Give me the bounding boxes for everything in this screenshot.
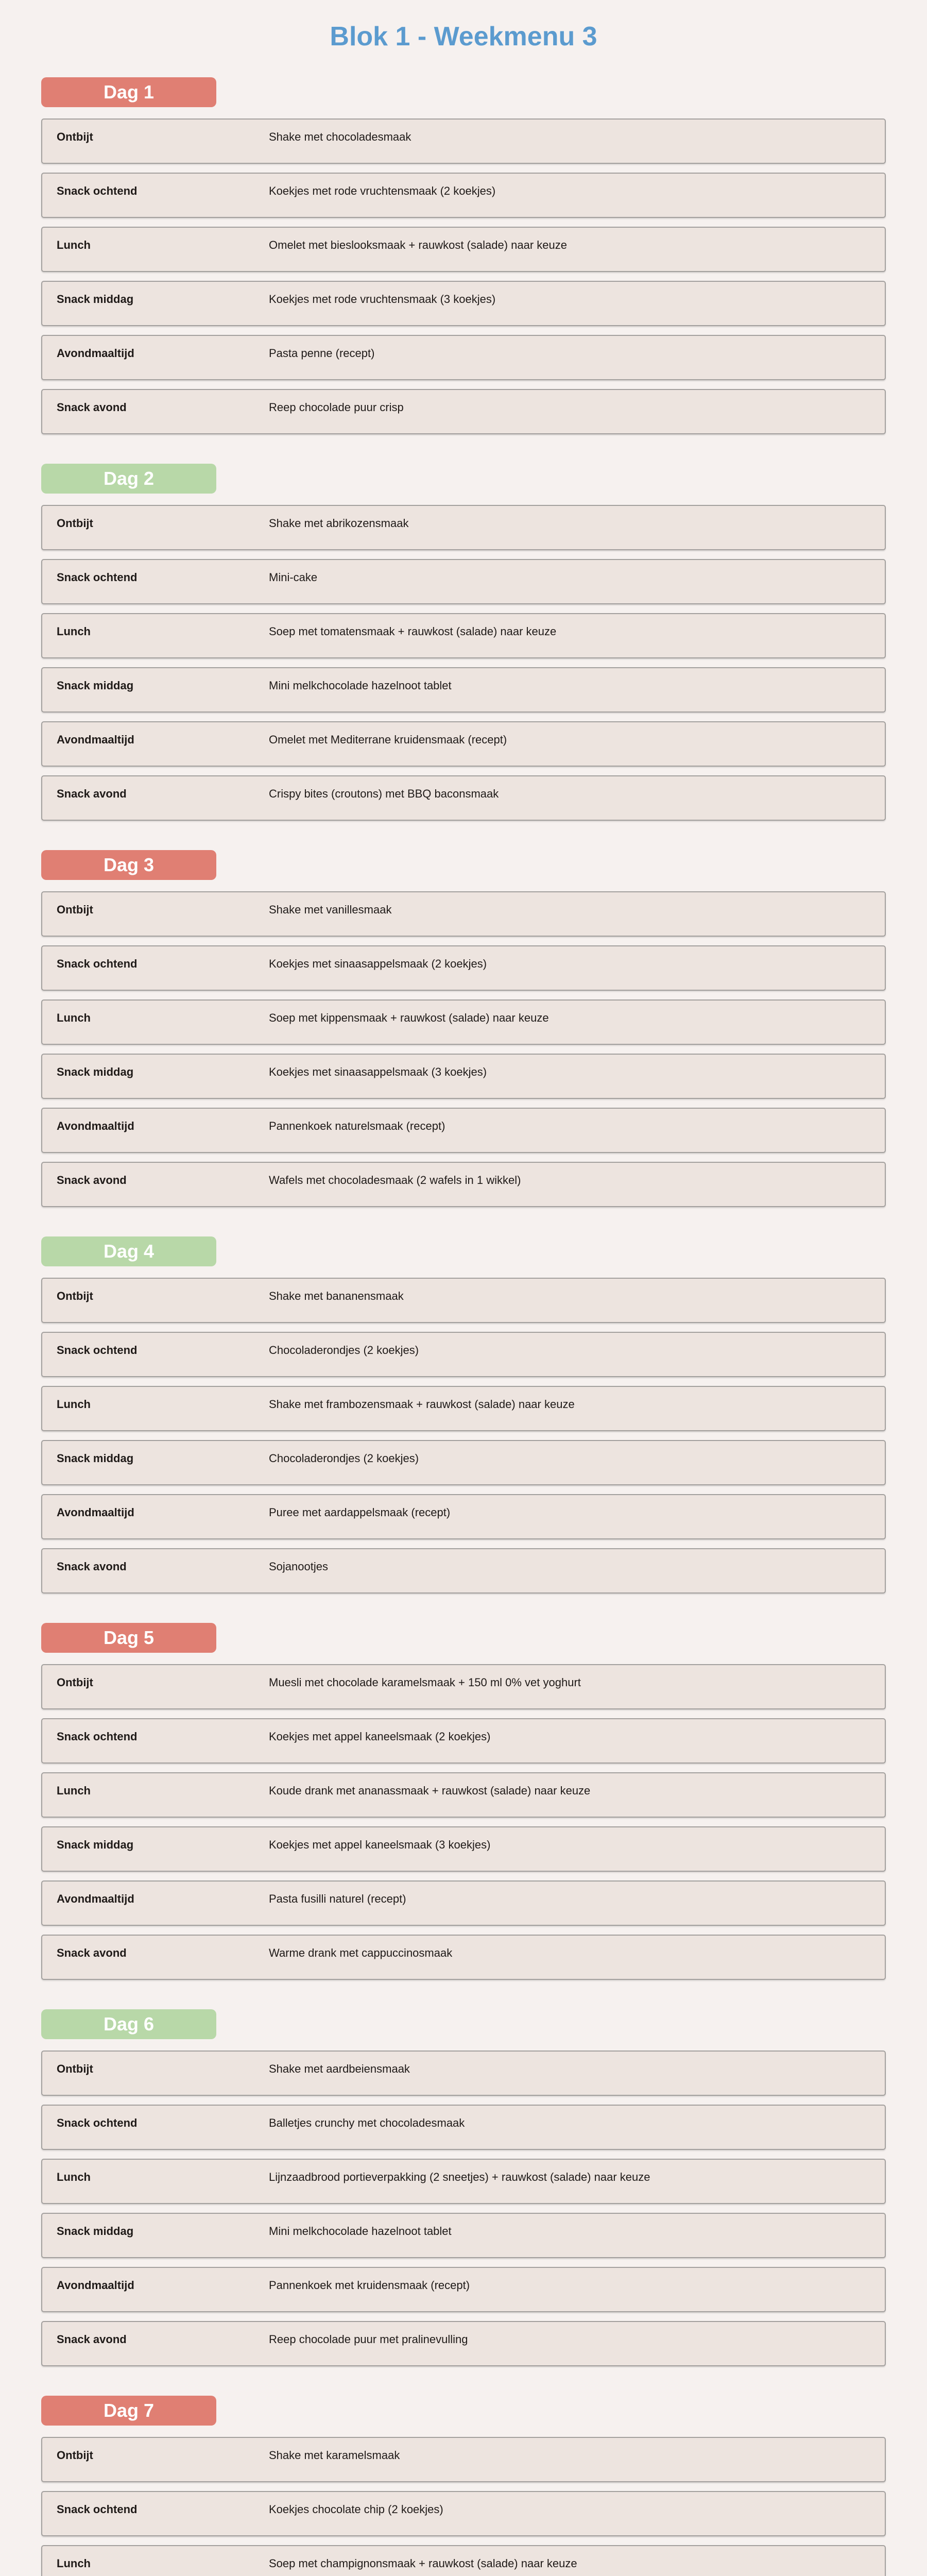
meal-name: Lunch	[57, 2557, 91, 2570]
meal-row	[41, 2437, 886, 2482]
meal-row	[41, 1880, 886, 1926]
meal-row	[41, 945, 886, 991]
meal-description: Shake met chocoladesmaak	[269, 130, 411, 143]
meal-row	[41, 505, 886, 550]
meal-row	[41, 281, 886, 326]
meal-description: Shake met vanillesmaak	[269, 903, 392, 916]
meal-description: Lijnzaadbrood portieverpakking (2 sneetjes) + rauwkost (salade) naar keuze	[269, 2171, 650, 2183]
meal-name: Lunch	[57, 625, 91, 638]
meal-description: Pannenkoek naturelsmaak (recept)	[269, 1120, 445, 1132]
meal-description: Puree met aardappelsmaak (recept)	[269, 1506, 451, 1519]
meal-row	[41, 389, 886, 434]
meal-name: Lunch	[57, 1398, 91, 1411]
meal-row	[41, 1772, 886, 1818]
meal-name: Snack avond	[57, 2333, 127, 2346]
meal-description: Soep met tomatensmaak + rauwkost (salade) naar keuze	[269, 625, 557, 638]
meal-name: Snack ochtend	[57, 957, 138, 970]
meal-name: Snack middag	[57, 2225, 134, 2238]
meal-description: Koekjes met sinaasappelsmaak (2 koekjes)	[269, 957, 487, 970]
meal-description: Mini-cake	[269, 571, 318, 584]
meal-description: Koekjes met rode vruchtensmaak (2 koekjes)	[269, 184, 496, 197]
meal-row	[41, 1440, 886, 1485]
meal-row	[41, 118, 886, 164]
day-badge: Dag 2	[41, 464, 216, 494]
meal-row	[41, 1332, 886, 1377]
meal-row	[41, 335, 886, 380]
meal-description: Shake met aardbeiensmaak	[269, 2062, 410, 2075]
meal-row	[41, 1664, 886, 1709]
meal-name: Ontbijt	[57, 903, 93, 916]
meal-description: Crispy bites (croutons) met BBQ baconsmaak	[269, 787, 499, 800]
meal-name: Snack middag	[57, 293, 134, 306]
meal-name: Snack avond	[57, 401, 127, 414]
meal-name: Ontbijt	[57, 517, 93, 530]
meal-description: Koekjes met rode vruchtensmaak (3 koekjes)	[269, 293, 496, 306]
meal-row	[41, 1162, 886, 1207]
meal-row	[41, 613, 886, 658]
meal-description: Wafels met chocoladesmaak (2 wafels in 1 wikkel)	[269, 1174, 521, 1187]
meal-name: Snack ochtend	[57, 2116, 138, 2129]
meal-description: Koekjes met appel kaneelsmaak (3 koekjes)	[269, 1838, 491, 1851]
meal-name: Lunch	[57, 1011, 91, 1024]
meal-description: Reep chocolade puur met pralinevulling	[269, 2333, 468, 2346]
meal-name: Avondmaaltijd	[57, 2279, 134, 2292]
meal-row	[41, 1935, 886, 1980]
day-badge: Dag 6	[41, 2009, 216, 2039]
meal-description: Pasta penne (recept)	[269, 347, 375, 360]
day-badge: Dag 5	[41, 1623, 216, 1653]
meal-name: Snack middag	[57, 1838, 134, 1851]
meal-row	[41, 2267, 886, 2312]
meal-name: Avondmaaltijd	[57, 1120, 134, 1132]
meal-row	[41, 2213, 886, 2258]
meal-description: Mini melkchocolade hazelnoot tablet	[269, 679, 452, 692]
meal-name: Snack ochtend	[57, 2503, 138, 2516]
meal-description: Balletjes crunchy met chocoladesmaak	[269, 2116, 465, 2129]
meal-description: Muesli met chocolade karamelsmaak + 150 ml 0% vet yoghurt	[269, 1676, 581, 1689]
day-section-2	[41, 464, 886, 821]
meal-row	[41, 891, 886, 937]
day-section-1	[41, 77, 886, 434]
meal-row	[41, 1386, 886, 1431]
meal-description: Mini melkchocolade hazelnoot tablet	[269, 2225, 452, 2238]
meal-row	[41, 559, 886, 604]
meal-name: Snack avond	[57, 1946, 127, 1959]
meal-name: Ontbijt	[57, 2062, 93, 2075]
meal-description: Soep met champignonsmaak + rauwkost (salade) naar keuze	[269, 2557, 577, 2570]
meal-name: Avondmaaltijd	[57, 1892, 134, 1905]
meal-row	[41, 1494, 886, 1539]
meal-name: Ontbijt	[57, 1290, 93, 1302]
day-section-5	[41, 1623, 886, 1980]
meal-name: Lunch	[57, 2171, 91, 2183]
meal-row	[41, 999, 886, 1045]
meal-name: Snack middag	[57, 1452, 134, 1465]
meal-name: Avondmaaltijd	[57, 733, 134, 746]
meal-description: Chocoladerondjes (2 koekjes)	[269, 1452, 419, 1465]
meal-name: Snack ochtend	[57, 184, 138, 197]
meal-row	[41, 667, 886, 713]
meal-name: Ontbijt	[57, 2449, 93, 2462]
day-section-7	[41, 2396, 886, 2576]
day-badge: Dag 3	[41, 850, 216, 880]
meal-description: Shake met karamelsmaak	[269, 2449, 400, 2462]
meal-description: Koude drank met ananassmaak + rauwkost (salade) naar keuze	[269, 1784, 591, 1797]
meal-description: Warme drank met cappuccinosmaak	[269, 1946, 453, 1959]
meal-description: Koekjes chocolate chip (2 koekjes)	[269, 2503, 443, 2516]
meal-row	[41, 2105, 886, 2150]
meal-name: Snack avond	[57, 1174, 127, 1187]
meal-row	[41, 1718, 886, 1764]
meal-row	[41, 2491, 886, 2536]
meal-description: Omelet met bieslooksmaak + rauwkost (salade) naar keuze	[269, 239, 567, 251]
meal-description: Reep chocolade puur crisp	[269, 401, 404, 414]
meal-name: Ontbijt	[57, 130, 93, 143]
day-section-6	[41, 2009, 886, 2366]
meal-row	[41, 1548, 886, 1594]
meal-row	[41, 173, 886, 218]
meal-name: Snack ochtend	[57, 1344, 138, 1357]
meal-description: Sojanootjes	[269, 1560, 328, 1573]
meal-row	[41, 1054, 886, 1099]
meal-name: Lunch	[57, 239, 91, 251]
meal-row	[41, 2050, 886, 2096]
day-badge: Dag 1	[41, 77, 216, 107]
meal-name: Lunch	[57, 1784, 91, 1797]
day-section-4	[41, 1236, 886, 1594]
meal-name: Snack ochtend	[57, 1730, 138, 1743]
meal-row	[41, 1108, 886, 1153]
day-badge: Dag 7	[41, 2396, 216, 2426]
meal-row	[41, 1826, 886, 1872]
meal-description: Shake met abrikozensmaak	[269, 517, 409, 530]
meal-name: Avondmaaltijd	[57, 347, 134, 360]
day-section-3	[41, 850, 886, 1207]
meal-row	[41, 227, 886, 272]
meal-name: Snack middag	[57, 679, 134, 692]
meal-name: Snack avond	[57, 787, 127, 800]
page-title: Blok 1 - Weekmenu 3	[330, 22, 597, 52]
meal-description: Chocoladerondjes (2 koekjes)	[269, 1344, 419, 1357]
meal-name: Snack ochtend	[57, 571, 138, 584]
meal-row	[41, 1278, 886, 1323]
meal-row	[41, 775, 886, 821]
meal-description: Omelet met Mediterrane kruidensmaak (recept)	[269, 733, 507, 746]
meal-description: Pasta fusilli naturel (recept)	[269, 1892, 406, 1905]
meal-row	[41, 2159, 886, 2204]
meal-name: Snack avond	[57, 1560, 127, 1573]
meal-row	[41, 2321, 886, 2366]
meal-description: Koekjes met sinaasappelsmaak (3 koekjes)	[269, 1065, 487, 1078]
meal-name: Ontbijt	[57, 1676, 93, 1689]
day-badge: Dag 4	[41, 1236, 216, 1266]
meal-row	[41, 2545, 886, 2576]
meal-name: Avondmaaltijd	[57, 1506, 134, 1519]
meal-name: Snack middag	[57, 1065, 134, 1078]
meal-description: Shake met bananensmaak	[269, 1290, 404, 1302]
meal-description: Koekjes met appel kaneelsmaak (2 koekjes)	[269, 1730, 491, 1743]
meal-row	[41, 721, 886, 767]
meal-description: Pannenkoek met kruidensmaak (recept)	[269, 2279, 470, 2292]
meal-description: Soep met kippensmaak + rauwkost (salade) naar keuze	[269, 1011, 549, 1024]
meal-description: Shake met frambozensmaak + rauwkost (salade) naar keuze	[269, 1398, 575, 1411]
